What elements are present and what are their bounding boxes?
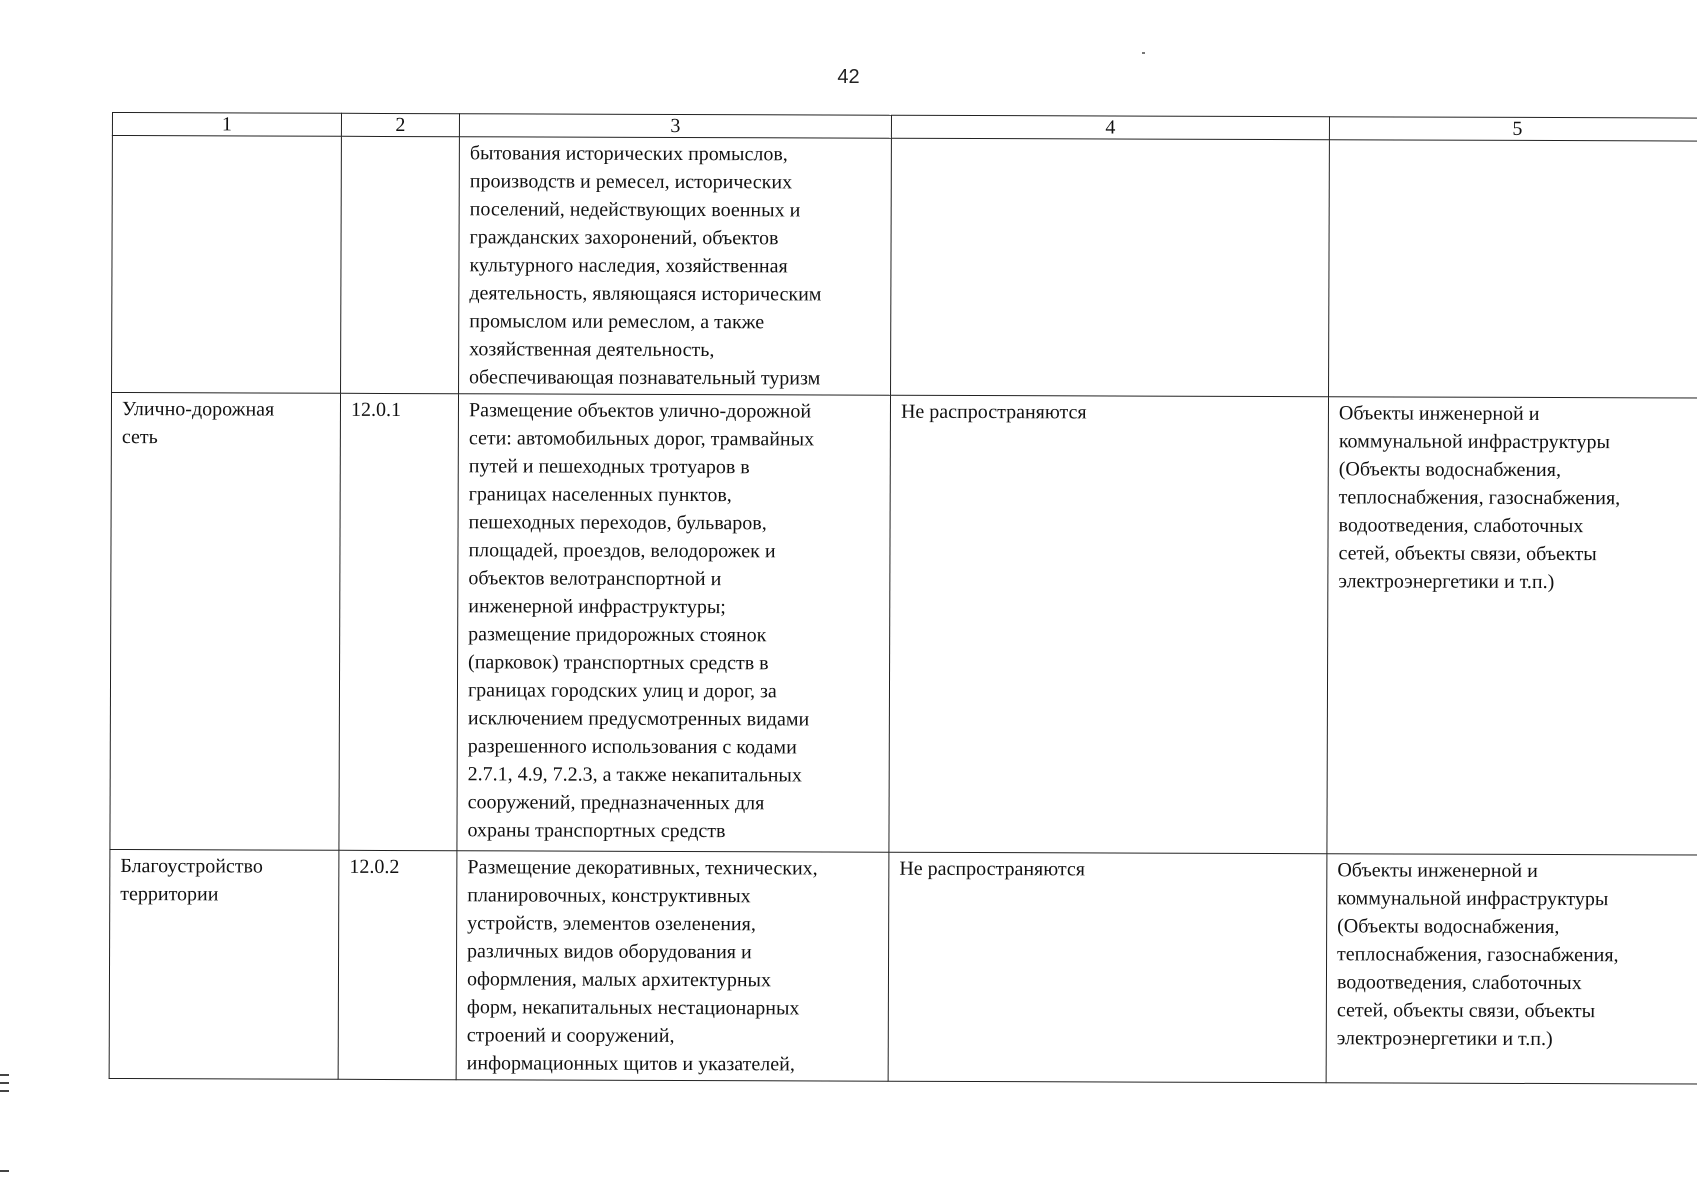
allowed-line: сетей, объекты связи, объекты [1338, 542, 1597, 566]
use-name-cell [112, 136, 342, 394]
allowed-line: Объекты инженерной и [1338, 402, 1540, 425]
allowed-line: коммунальной инфраструктуры [1337, 887, 1609, 911]
description-line: деятельность, являющаяся историческим [469, 282, 822, 306]
scan-speck [1142, 52, 1145, 54]
use-code-cell: 12.0.2 [338, 850, 457, 1079]
use-name-line: территории [120, 883, 219, 906]
description-line: площадей, проездов, велодорожек и [468, 539, 776, 563]
scan-mark [0, 1090, 9, 1092]
description-line: промыслом или ремеслом, а также [469, 310, 765, 334]
use-name-cell [110, 393, 341, 851]
allowed-line: электроэнергетики и т.п.) [1336, 1027, 1553, 1051]
allowed-line: сетей, объекты связи, объекты [1336, 999, 1596, 1023]
scan-mark [0, 1082, 9, 1084]
column-header-3: 3 [459, 114, 891, 139]
page-number: 42 [837, 66, 860, 88]
description-line: производств и ремесел, исторических [469, 170, 793, 194]
description-line: культурного наследия, хозяйственная [469, 254, 788, 278]
use-code-cell [341, 136, 460, 393]
description-line: сети: автомобильных дорог, трамвайных [468, 427, 815, 451]
allowed-line: (Объекты водоснабжения, [1337, 915, 1560, 939]
allowed-line: коммунальной инфраструктуры [1338, 430, 1611, 454]
use-name-line: сеть [121, 426, 158, 449]
description-line: бытования исторических промыслов, [469, 142, 788, 166]
description-line: строений и сооружений, [466, 1024, 675, 1047]
description-line: информационных щитов и указателей, [466, 1052, 795, 1076]
description-line: устройств, элементов озеленения, [467, 912, 756, 936]
use-code-cell: 12.0.1 [339, 393, 459, 850]
scan-mark [0, 1074, 9, 1076]
allowed-line: электроэнергетики и т.п.) [1338, 570, 1555, 594]
column-header-4: 4 [891, 115, 1329, 140]
allowed-line: водоотведения, слаботочных [1338, 514, 1584, 538]
description-line: оформления, малых архитектурных [466, 968, 772, 992]
restrictions-cell: Не распространяются [889, 395, 1329, 854]
description-line: объектов велотранспортной и [468, 567, 722, 591]
description-line: разрешенного использования с кодами [467, 735, 797, 759]
description-line: путей и пешеходных тротуаров в [468, 455, 750, 479]
land-use-table [109, 112, 1697, 1085]
allowed-objects-cell [1326, 854, 1697, 1084]
scan-mark [0, 1170, 9, 1172]
column-header-2: 2 [341, 113, 459, 136]
description-line: охраны транспортных средств [467, 819, 726, 843]
table-row [112, 136, 1697, 399]
table-row [109, 849, 1697, 1084]
description-line: пешеходных переходов, бульваров, [468, 511, 767, 535]
description-line: поселений, недействующих военных и [469, 198, 801, 222]
description-line: обеспечивающая познавательный туризм [469, 366, 821, 390]
use-description-cell [459, 137, 892, 396]
use-name-line: Улично-дорожная [121, 398, 275, 421]
description-line: (парковок) транспортных средств в [468, 651, 769, 675]
description-line: 2.7.1, 4.9, 7.2.3, а также некапитальных [467, 763, 802, 787]
column-header-5: 5 [1329, 117, 1697, 141]
allowed-line: (Объекты водоснабжения, [1338, 458, 1562, 482]
allowed-line: теплоснабжения, газоснабжения, [1337, 943, 1619, 967]
description-line: размещение придорожных стоянок [468, 623, 767, 647]
description-line: границах городских улиц и дорог, за [467, 679, 777, 703]
description-line: границах населенных пунктов, [468, 483, 732, 507]
allowed-objects-cell [1327, 397, 1697, 855]
description-line: Размещение объектов улично-дорожной [468, 399, 812, 423]
description-line: инженерной инфраструктуры; [468, 595, 726, 619]
description-line: форм, некапитальных нестационарных [466, 996, 800, 1020]
description-line: Размещение декоративных, технических, [467, 856, 818, 880]
description-line: сооружений, предназначенных для [467, 791, 765, 815]
description-line: гражданских захоронений, объектов [469, 226, 779, 250]
use-name-line: Благоустройство [120, 855, 263, 878]
column-header-1: 1 [112, 113, 341, 137]
description-line: различных видов оборудования и [467, 940, 752, 964]
table-row [110, 393, 1697, 856]
allowed-line: теплоснабжения, газоснабжения, [1338, 486, 1621, 510]
use-name-cell [109, 849, 339, 1079]
restrictions-cell: Не распространяются [888, 852, 1327, 1083]
description-line: планировочных, конструктивных [467, 884, 751, 908]
description-line: хозяйственная деятельность, [469, 338, 715, 362]
allowed-objects-cell [1329, 140, 1697, 398]
allowed-line: Объекты инженерной и [1337, 859, 1538, 882]
use-description-cell [457, 394, 891, 853]
use-description-cell [456, 851, 889, 1082]
restrictions-cell [891, 138, 1330, 397]
description-line: исключением предусмотренных видами [467, 707, 810, 731]
allowed-line: водоотведения, слаботочных [1336, 971, 1582, 995]
